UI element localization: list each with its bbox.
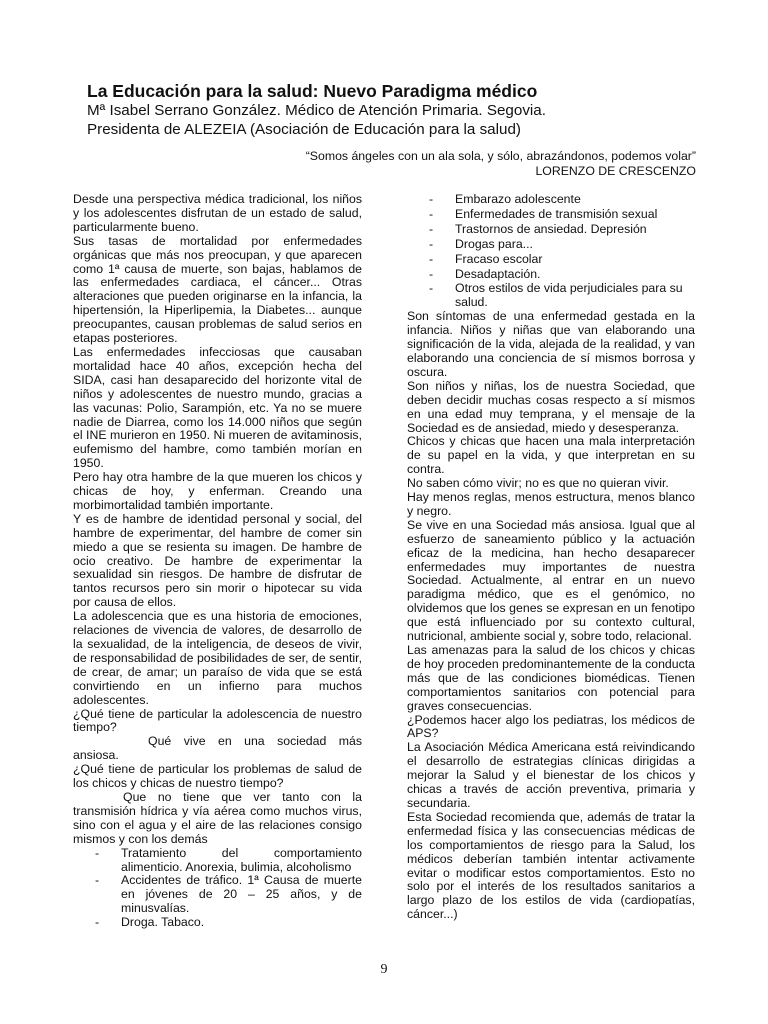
question: ¿Qué tiene de particular los problemas de salud de los chicos y chicas de nuestro tiempo? — [73, 762, 362, 791]
dash-list — [73, 847, 362, 930]
paragraph: Hay menos reglas, menos estructura, menos blanco y negro. — [407, 490, 695, 518]
answer: Que no tiene que ver tanto con la transmisión hídrica y vía aérea como muchos virus, sino con el agua y el aire de las relaciones consigo mismos y con los demás — [73, 789, 362, 846]
paragraph: Son niños y niñas, los de nuestra Sociedad, que deben decidir muchas cosas respecto a sí mismos en una edad muy temprana, y el mensaje de la Sociedad es de ansiedad, miedo y desesperanza. — [407, 378, 695, 435]
epigraph — [306, 149, 696, 179]
list-item: - Drogas para... — [407, 238, 695, 252]
paragraph: Pero hay otra hambre de la que mueren los chicos y chicas de hoy, y enferman. Creando una morbimortalidad también importante. — [73, 470, 362, 512]
left-column — [73, 193, 362, 930]
paragraph: Esta Sociedad recomienda que, además de tratar la enfermedad física y las consecuencias médicas de los comportamientos de riesgo para la Salud, los médicos deberían también intentar activamente evitar o modificar estos comportamientos. Esto no solo por el interés de los resultados sanitarios a largo plazo de los estilos de vida (cardiopatías, cáncer...) — [407, 809, 695, 922]
question: ¿Podemos hacer algo los pediatras, los médicos de APS? — [407, 712, 695, 741]
question: ¿Qué tiene de particular la adolescencia de nuestro tiempo? — [73, 706, 362, 735]
answer: Qué vive en una sociedad más ansiosa. — [73, 734, 362, 763]
article-title: La Educación para la salud: Nuevo Paradigma médico — [87, 81, 538, 101]
page-number: 9 — [380, 962, 388, 977]
epigraph-author: LORENZO DE CRESCENZO — [535, 164, 696, 178]
paragraph: La adolescencia que es una historia de emociones, relaciones de vivencia de valores, de desarrollo de la sexualidad, de la inteligencia, de deseos de vivir, de responsabilidad de posibilidades de ser, de sentir, de crear, de amar; un paraíso de vida que se está convirtiendo en un infierno para muchos adolescentes. — [73, 609, 362, 707]
epigraph-quote: “Somos ángeles con un ala sola, y sólo, abrazándonos, podemos volar” — [305, 149, 696, 163]
paragraph: La Asociación Médica Americana está reivindicando el desarrollo de estrategias clínicas dirigidas a mejorar la Salud y el bienestar de los chicos y chicas a través de acción preventiva, primaria y secundaria. — [407, 740, 695, 810]
dash-list — [407, 193, 695, 310]
paragraph: Son síntomas de una enfermedad gestada en la infancia. Niños y niñas que van elaborando una significación de la vida, alejada de la realidad, y van elaborando una conciencia de sí mismos borrosa y oscura. — [407, 309, 695, 379]
list-item: - Enfermedades de transmisión sexual — [407, 208, 695, 222]
paragraph: Y es de hambre de identidad personal y social, del hambre de experimentar, del hambre de comer sin miedo a que se resienta su imagen. De hambre de ocio creativo. De hambre de experimentar la sexualidad sin riesgos. De hambre de disfrutar de tantos recursos pero sin morir o hipotecar su vida por causa de ellos. — [73, 511, 362, 610]
role-line: Presidenta de ALEZEIA (Asociación de Educación para la salud) — [87, 121, 521, 138]
paragraph: Las enfermedades infecciosas que causaban mortalidad hace 40 años, excepción hecha del SIDA, casi han desaparecido del horizonte vital de niños y adolescentes de nuestro mundo, gracias a las vacunas: Polio, Sarampión, etc. Ya no se muere nadie de Diarrea, como los 14.000 niños que según el INE murieron en 1950. Ni mueren de avitaminosis, eufemismo del hambre, como también morían en 1950. — [73, 344, 362, 471]
list-item: - Otros estilos de vida perjudiciales para su salud. — [407, 282, 695, 310]
paragraph: Desde una perspectiva médica tradicional, los niños y los adolescentes disfrutan de un estado de salud, particularmente bueno. — [73, 192, 362, 234]
list-item: - Tratamiento del comportamiento alimenticio. Anorexia, bulimia, alcoholismo — [73, 847, 362, 875]
paragraph: Se vive en una Sociedad más ansiosa. Igual que al esfuerzo de saneamiento público y la actuación eficaz de la medicina, han hecho desaparecer enfermedades muy importantes de nuestra Sociedad. Actualmente, al entrar en un nuevo paradigma médico, que es el genómico, no olvidemos que los genes se expresan en un fenotipo que está influenciado por su contexto cultural, nutricional, ambiente social y, sobre todo, relacional. — [407, 517, 695, 644]
list-item: - Embarazo adolescente — [407, 193, 695, 207]
list-item: - Desadaptación. — [407, 268, 695, 282]
paragraph: Chicos y chicas que hacen una mala interpretación de su papel en la vida, y que interpretan en su contra. — [407, 434, 695, 477]
list-item: - Droga. Tabaco. — [73, 916, 362, 930]
list-item: - Accidentes de tráfico. 1ª Causa de muerte en jóvenes de 20 – 25 años, y de minusvalías. — [73, 874, 362, 916]
author-block — [87, 101, 546, 139]
list-item: - Fracaso escolar — [407, 253, 695, 267]
author-line: Mª Isabel Serrano González. Médico de Atención Primaria. Segovia. — [87, 102, 546, 119]
paragraph: No saben cómo vivir; no es que no quieran vivir. — [407, 476, 669, 491]
list-item: - Trastornos de ansiedad. Depresión — [407, 223, 695, 237]
paragraph: Sus tasas de mortalidad por enfermedades orgánicas que más nos preocupan, y que aparecen como 1ª causa de muerte, son bajas, hablamos de las enfermedades cardiaca, el cáncer... Otras alteraciones que pueden originarse en la infancia, la hipertensión, la Hiperlipemia, la Diabetes... aunque preocupantes, causan problemas de salud serios en etapas posteriores. — [73, 233, 362, 346]
paragraph: Las amenazas para la salud de los chicos y chicas de hoy proceden predominantemente de la conducta más que de las condiciones biomédicas. Tienen comportamientos sanitarios con potencial para graves consecuencias. — [407, 643, 695, 713]
right-column — [407, 193, 695, 922]
